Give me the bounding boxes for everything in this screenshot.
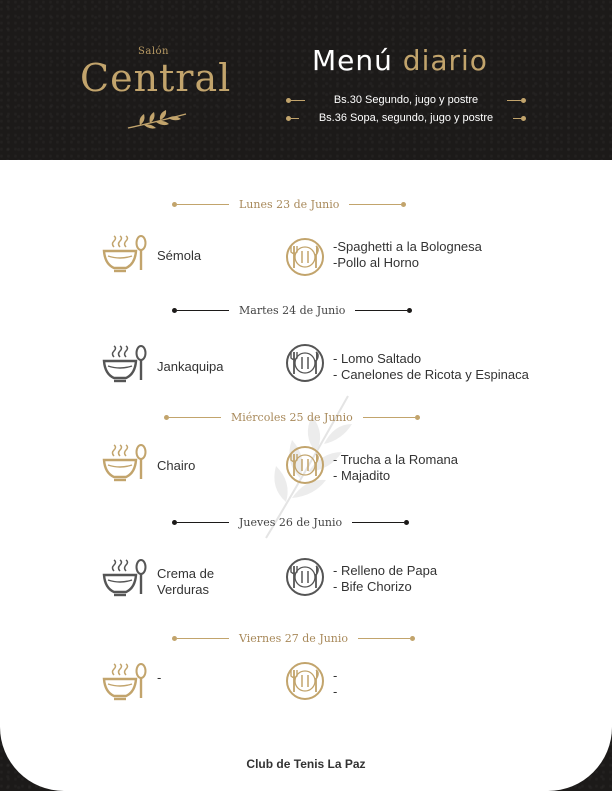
soup-name-line: Crema de <box>157 566 215 581</box>
footer-text: Club de Tenis La Paz <box>246 757 366 771</box>
main-dish-item: -Pollo al Horno <box>333 255 419 270</box>
day-label: Lunes 23 de Junio <box>239 197 340 211</box>
main-dishes <box>333 239 482 271</box>
plate-cutlery-icon <box>285 445 325 485</box>
plate-cutlery-icon <box>285 661 325 701</box>
soup-bowl-icon <box>102 662 148 702</box>
main-dish-item: - Bife Chorizo <box>333 579 412 594</box>
day-label: Martes 24 de Junio <box>239 303 346 317</box>
main-dish-item: - Lomo Saltado <box>333 351 422 366</box>
price-text: Bs.36 Sopa, segundo, jugo y postre <box>318 112 494 124</box>
soup-bowl-icon <box>102 558 148 598</box>
price-option-1 <box>286 93 526 107</box>
separator-line <box>177 638 229 639</box>
soup-name <box>157 359 224 375</box>
main-dish-item: -Spaghetti a la Bolognesa <box>333 239 482 254</box>
decor-line-left <box>286 98 305 103</box>
soup-name <box>157 670 161 686</box>
logo-salon-text: Salón <box>138 46 169 57</box>
day-label: Viernes 27 de Junio <box>239 631 349 645</box>
price-text: Bs.30 Segundo, jugo y postre <box>333 94 479 106</box>
decor-line-right <box>513 116 526 121</box>
logo <box>78 44 248 134</box>
day-separator <box>172 515 409 529</box>
separator-dot <box>415 415 420 420</box>
plate-cutlery-icon <box>285 343 325 383</box>
main-dish-item: - <box>333 668 338 683</box>
main-dishes <box>333 452 458 484</box>
plate-cutlery-icon <box>285 557 325 597</box>
separator-dot <box>410 636 415 641</box>
main-dish-item: - Trucha a la Romana <box>333 452 459 467</box>
day-separator <box>164 410 420 424</box>
soup-bowl-icon <box>102 234 148 274</box>
soup-name <box>157 566 214 598</box>
soup-name-line: Chairo <box>157 458 196 473</box>
day-label: Jueves 26 de Junio <box>239 515 343 529</box>
main-dish-item: - Relleno de Papa <box>333 563 438 578</box>
soup-name-line: Sémola <box>157 248 202 263</box>
soup-name-line: Verduras <box>157 582 210 597</box>
separator-dot <box>401 202 406 207</box>
soup-name <box>157 248 201 264</box>
separator-line <box>363 417 415 418</box>
menu-title-word2: diario <box>402 44 488 77</box>
main-dish-item: - <box>333 684 338 699</box>
soup-name <box>157 458 195 474</box>
separator-line <box>349 204 401 205</box>
soup-name-line: Jankaquipa <box>157 359 224 374</box>
separator-line <box>169 417 221 418</box>
soup-bowl-icon <box>102 344 148 384</box>
decor-line-left <box>286 116 299 121</box>
day-separator <box>172 303 412 317</box>
menu-title-word1: Menú <box>312 44 393 77</box>
separator-line <box>358 638 410 639</box>
main-dishes <box>333 563 437 595</box>
header <box>0 0 612 160</box>
soup-bowl-icon <box>102 443 148 483</box>
decor-line-right <box>507 98 526 103</box>
separator-line <box>177 310 229 311</box>
main-dishes <box>333 668 337 700</box>
separator-dot <box>407 308 412 313</box>
price-option-2 <box>286 111 526 125</box>
separator-line <box>177 522 229 523</box>
logo-central-text: Central <box>80 56 232 100</box>
day-separator <box>172 197 406 211</box>
main-dishes <box>333 351 529 383</box>
main-dish-item: - Canelones de Ricota y Espinaca <box>333 367 529 382</box>
day-separator <box>172 631 415 645</box>
plate-cutlery-icon <box>285 237 325 277</box>
day-label: Miércoles 25 de Junio <box>231 410 353 424</box>
menu-title <box>312 44 488 77</box>
main-dish-item: - Majadito <box>333 468 391 483</box>
separator-dot <box>404 520 409 525</box>
separator-line <box>177 204 229 205</box>
soup-name-line: - <box>157 670 162 685</box>
separator-line <box>355 310 407 311</box>
separator-line <box>352 522 404 523</box>
leaf-icon <box>126 108 190 132</box>
